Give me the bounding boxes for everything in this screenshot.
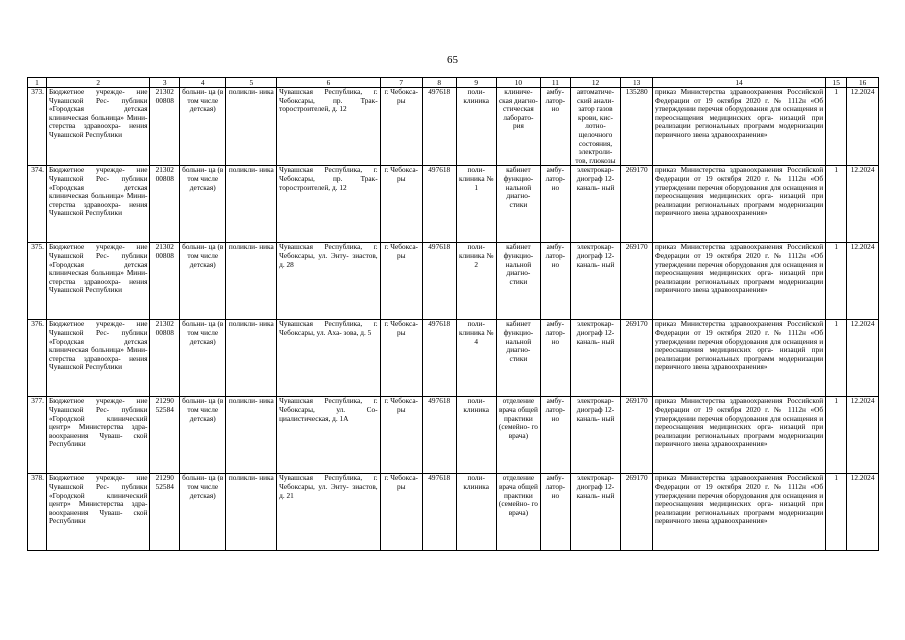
equipment-price: 135280 [621,88,653,166]
column-header: 15 [826,78,847,88]
row-number: 377. [28,397,47,474]
city: г. Чебокса- ры [380,243,422,320]
address: Чувашская Республика, г. Чебоксары, ул. Со- циалистическая, д. 1А [277,397,380,474]
institution-type: больни- ца (в том числе детская) [180,320,226,397]
column-header: 12 [570,78,621,88]
department: отделение врача общей практики (семейно- го врача) [496,397,540,474]
equipment-name: электрокар- диограф 12-каналь- ный [570,166,621,243]
column-header: 6 [277,78,380,88]
institution-code: 21302 00808 [150,166,180,243]
table-row [28,88,879,166]
city: г. Чебокса- ры [380,397,422,474]
unit-type: поликли- ника [226,320,277,397]
department: кабинет функцио- нальной диагно- стики [496,243,540,320]
unit-type: поликли- ника [226,88,277,166]
table-body [28,88,879,551]
subdivision: поли- клиника [456,397,496,474]
institution-code: 21290 52584 [150,397,180,474]
address: Чувашская Республика, г. Чебоксары, пр. Трак- торостроителей, д. 12 [277,88,380,166]
quantity: 1 [826,243,847,320]
regulation-order: приказ Министерства здравоохранения Российской Федерации от 19 октября 2020 г. № 1112н «Об утверждении перечня оборудования для оснащения и переоснащения медицинских орга- низаций при реализации региональных программ модернизации первичного звена здравоохранения» [652,397,825,474]
address: Чувашская Республика, г. Чебоксары, пр. Трак- торостроителей, д. 12 [277,166,380,243]
care-type: амбу- латор- но [541,166,571,243]
postal-code: 497618 [422,397,456,474]
institution-name: Бюджетное учрежде- ние Чувашской Рес- публики «Городской клинический центр» Министерства здра- воохранения Чуваш- ской Республики [47,474,150,551]
delivery-date: 12.2024 [847,243,879,320]
address: Чувашская Республика, г. Чебоксары, ул. Аха- зова, д. 5 [277,320,380,397]
equipment-price: 269170 [621,320,653,397]
institution-name: Бюджетное учрежде- ние Чувашской Рес- публики «Городской клинический центр» Министерства здра- воохранения Чуваш- ской Республики [47,397,150,474]
row-number: 374. [28,166,47,243]
quantity: 1 [826,397,847,474]
column-header: 14 [652,78,825,88]
regulation-order: приказ Министерства здравоохранения Российской Федерации от 19 октября 2020 г. № 1112н «Об утверждении перечня оборудования для оснащения и переоснащения медицинских орга- низаций при реализации региональных программ модернизации первичного звена здравоохранения» [652,166,825,243]
institution-type: больни- ца (в том числе детская) [180,243,226,320]
column-header: 16 [847,78,879,88]
institution-code: 21302 00808 [150,320,180,397]
department: кабинет функцио- нальной диагно- стики [496,166,540,243]
row-number: 376. [28,320,47,397]
equipment-name: автоматиче- ский анали- затор газов крови, кис- лотно- щелочного состояния, электроли- тов, глюкозы [570,88,621,166]
column-header: 11 [541,78,571,88]
care-type: амбу- латор- но [541,474,571,551]
column-header: 4 [180,78,226,88]
unit-type: поликли- ника [226,474,277,551]
row-number: 373. [28,88,47,166]
table-row [28,320,879,397]
institution-name: Бюджетное учрежде- ние Чувашской Рес- публики «Городская детская клиническая больница» Мини- стерства здравоохра- нения Чувашской Республики [47,320,150,397]
institution-name: Бюджетное учрежде- ние Чувашской Рес- публики «Городская детская клиническая больница» Мини- стерства здравоохра- нения Чувашской Республики [47,166,150,243]
equipment-name: электрокар- диограф 12-каналь- ный [570,320,621,397]
department: отделение врача общей практики (семейно- го врача) [496,474,540,551]
subdivision: поли- клиника № 1 [456,166,496,243]
postal-code: 497618 [422,243,456,320]
column-header: 3 [150,78,180,88]
institution-type: больни- ца (в том числе детская) [180,88,226,166]
city: г. Чебокса- ры [380,88,422,166]
institution-type: больни- ца (в том числе детская) [180,474,226,551]
table-row [28,243,879,320]
city: г. Чебокса- ры [380,320,422,397]
column-header: 1 [28,78,47,88]
delivery-date: 12.2024 [847,320,879,397]
unit-type: поликли- ника [226,166,277,243]
column-header: 9 [456,78,496,88]
subdivision: поли- клиника [456,88,496,166]
page-number: 65 [447,54,458,66]
equipment-price: 269170 [621,474,653,551]
institution-code: 21302 00808 [150,243,180,320]
regulation-order: приказ Министерства здравоохранения Российской Федерации от 19 октября 2020 г. № 1112н «Об утверждении перечня оборудования для оснащения и переоснащения медицинских орга- низаций при реализации региональных программ модернизации первичного звена здравоохранения» [652,474,825,551]
quantity: 1 [826,320,847,397]
column-header: 10 [496,78,540,88]
row-number: 375. [28,243,47,320]
row-number: 378. [28,474,47,551]
column-header: 8 [422,78,456,88]
equipment-price: 269170 [621,243,653,320]
subdivision: поли- клиника № 4 [456,320,496,397]
institution-code: 21302 00808 [150,88,180,166]
city: г. Чебокса- ры [380,474,422,551]
equipment-table [27,77,879,551]
quantity: 1 [826,88,847,166]
equipment-price: 269170 [621,166,653,243]
institution-name: Бюджетное учрежде- ние Чувашской Рес- публики «Городская детская клиническая больница» Мини- стерства здравоохра- нения Чувашской Республики [47,243,150,320]
institution-code: 21290 52584 [150,474,180,551]
column-header: 2 [47,78,150,88]
unit-type: поликли- ника [226,243,277,320]
equipment-name: электрокар- диограф 12-каналь- ный [570,397,621,474]
subdivision: поли- клиника [456,474,496,551]
regulation-order: приказ Министерства здравоохранения Российской Федерации от 19 октября 2020 г. № 1112н «Об утверждении перечня оборудования для оснащения и переоснащения медицинских орга- низаций при реализации региональных программ модернизации первичного звена здравоохранения» [652,88,825,166]
quantity: 1 [826,166,847,243]
department: клиниче- ская диагно- стическая лаборато- рия [496,88,540,166]
institution-name: Бюджетное учрежде- ние Чувашской Рес- публики «Городская детская клиническая больница» Мини- стерства здравоохра- нения Чувашской Республики [47,88,150,166]
equipment-price: 269170 [621,397,653,474]
institution-type: больни- ца (в том числе детская) [180,166,226,243]
column-header: 7 [380,78,422,88]
column-header: 13 [621,78,653,88]
postal-code: 497618 [422,88,456,166]
delivery-date: 12.2024 [847,397,879,474]
equipment-name: электрокар- диограф 12-каналь- ный [570,474,621,551]
care-type: амбу- латор- но [541,397,571,474]
care-type: амбу- латор- но [541,243,571,320]
regulation-order: приказ Министерства здравоохранения Российской Федерации от 19 октября 2020 г. № 1112н «Об утверждении перечня оборудования для оснащения и переоснащения медицинских орга- низаций при реализации региональных программ модернизации первичного звена здравоохранения» [652,320,825,397]
delivery-date: 12.2024 [847,474,879,551]
delivery-date: 12.2024 [847,88,879,166]
table-row [28,474,879,551]
address: Чувашская Республика, г. Чебоксары, ул. Энту- зиастов, д. 21 [277,474,380,551]
institution-type: больни- ца (в том числе детская) [180,397,226,474]
table-row [28,397,879,474]
care-type: амбу- латор- но [541,88,571,166]
equipment-name: электрокар- диограф 12-каналь- ный [570,243,621,320]
column-header: 5 [226,78,277,88]
quantity: 1 [826,474,847,551]
regulation-order: приказ Министерства здравоохранения Российской Федерации от 19 октября 2020 г. № 1112н «Об утверждении перечня оборудования для оснащения и переоснащения медицинских орга- низаций при реализации региональных программ модернизации первичного звена здравоохранения» [652,243,825,320]
care-type: амбу- латор- но [541,320,571,397]
postal-code: 497618 [422,166,456,243]
delivery-date: 12.2024 [847,166,879,243]
subdivision: поли- клиника № 2 [456,243,496,320]
address: Чувашская Республика, г. Чебоксары, ул. Энту- зиастов, д. 28 [277,243,380,320]
unit-type: поликли- ника [226,397,277,474]
table-row [28,166,879,243]
department: кабинет функцио- нальной диагно- стики [496,320,540,397]
postal-code: 497618 [422,320,456,397]
column-number-header [28,78,879,88]
city: г. Чебокса- ры [380,166,422,243]
postal-code: 497618 [422,474,456,551]
